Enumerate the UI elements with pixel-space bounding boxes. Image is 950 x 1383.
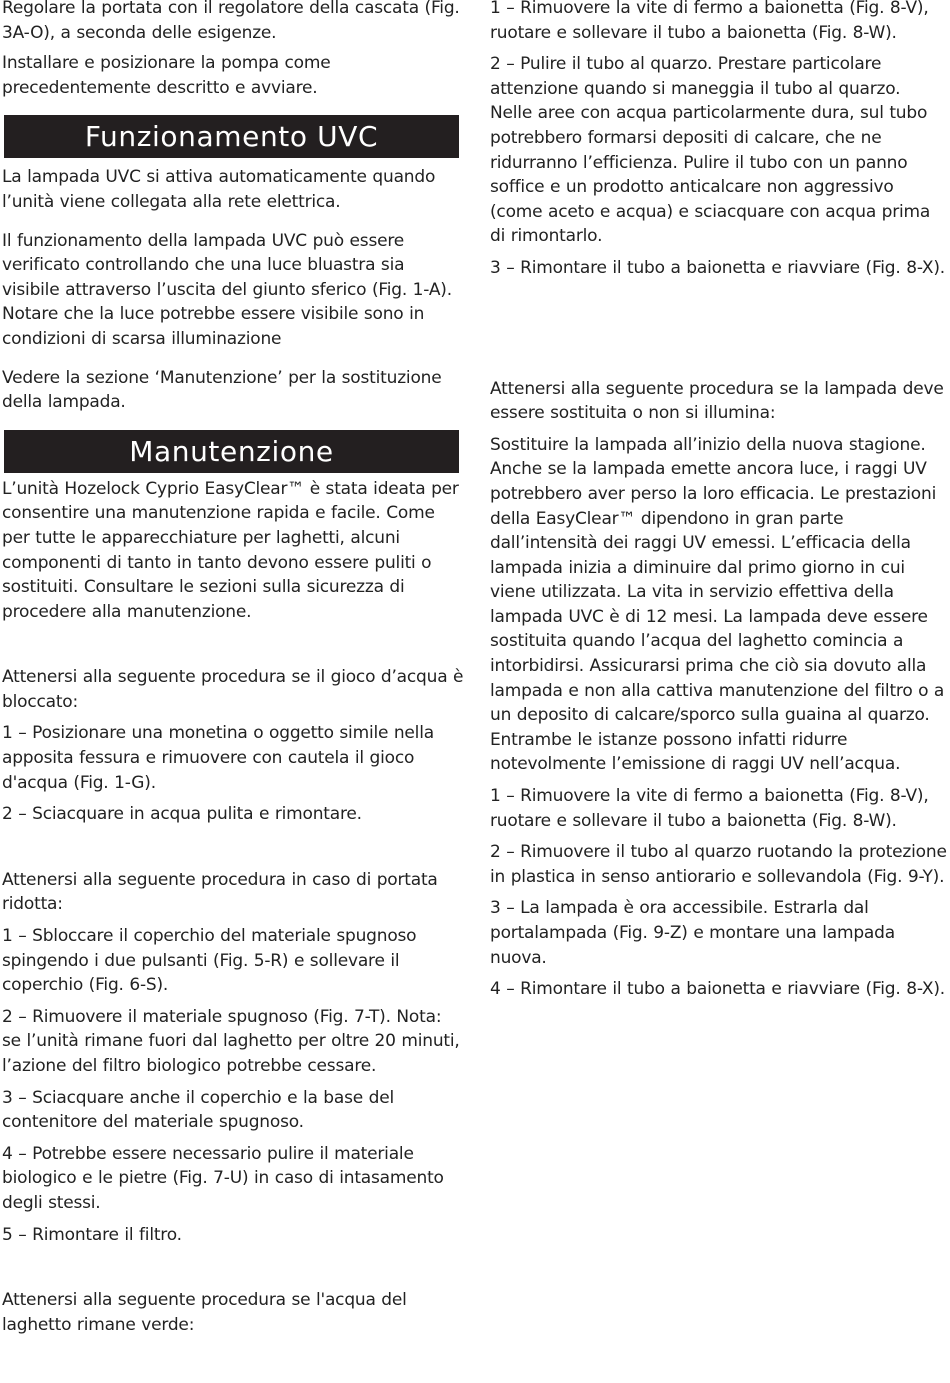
green-water-step-2: 2 – Pulire il tubo al quarzo. Prestare particolare attenzione quando si maneggia il tubo al quarzo. Nelle aree con acqua particolarmente dura, sul tubo potrebbero formarsi depositi di calcare, che ne ridurranno l’efficienza. Pulire il tubo con un panno soffice e un prodotto anticalcare non aggressivo (come aceto e acqua) e sciacquare con acqua prima di rimontarlo. — [490, 54, 931, 247]
green-water-intro: Attenersi alla seguente procedura se l'acqua del laghetto rimane verde: — [2, 1290, 407, 1335]
lamp-step-2: 2 – Rimuovere il tubo al quarzo ruotando la protezione in plastica in senso antiorario e sollevandola (Fig. 9-Y). — [490, 842, 947, 887]
fountain-step-1: 1 – Posizionare una monetina o oggetto simile nella apposita fessura e rimuovere con cautela il gioco d'acqua (Fig. 1-G). — [2, 723, 434, 793]
intro-paragraph-cascade: Regolare la portata con il regolatore della cascata (Fig. 3A-O), a seconda delle esigenze. — [2, 0, 460, 43]
lamp-replacement-paragraph: Sostituire la lampada all’inizio della nuova stagione. Anche se la lampada emette ancora luce, i raggi UV potrebbero aver perso la loro efficacia. Le prestazioni della EasyClear™ dipendono in gran parte dall’intensità dei raggi UV emessi. L’efficacia della lampada inizia a diminuire dal primo giorno in cui viene utilizzata. La vita in servizio effettiva della lampada UVC è di 12 mesi. La lampada deve essere sostituita quando l’acqua del laghetto comincia a intorbidirsi. Assicurarsi prima che ciò sia dovuto alla lampada e non alla cattiva manutenzione del filtro o a un deposito di calcare/sporco sulla guaina al quarzo. Entrambe le istanze possono infatti ridurre notevolmente l’emissione di raggi UV nell’acqua. — [490, 434, 945, 775]
lamp-step-4: 4 – Rimontare il tubo a baionetta e riavviare (Fig. 8-X). — [490, 979, 945, 1000]
left-column — [2, 0, 464, 1337]
fountain-blocked-intro: Attenersi alla seguente procedura se il gioco d’acqua è bloccato: — [2, 667, 464, 712]
uvc-paragraph-check: Il funzionamento della lampada UVC può essere verificato controllando che una luce bluastra sia visibile attraverso l’uscita del giunto sferico (Fig. 1-A). Notare che la luce potrebbe essere visibile sono in condizioni di scarsa illuminazione — [2, 230, 452, 349]
reduced-flow-step-3: 3 – Sciacquare anche il coperchio e la base del contenitore del materiale spugnoso. — [2, 1087, 395, 1133]
reduced-flow-step-5: 5 – Rimontare il filtro. — [2, 1224, 182, 1245]
fountain-step-2: 2 – Sciacquare in acqua pulita e rimontare. — [2, 804, 362, 825]
uvc-paragraph-see-maintenance: Vedere la sezione ‘Manutenzione’ per la sostituzione della lampada. — [2, 367, 442, 413]
reduced-flow-step-1: 1 – Sbloccare il coperchio del materiale spugnoso spingendo i due pulsanti (Fig. 5-R) e sollevare il coperchio (Fig. 6-S). — [2, 926, 417, 996]
lamp-step-3: 3 – La lampada è ora accessibile. Estrarla dal portalampada (Fig. 9-Z) e montare una lampada nuova. — [490, 898, 895, 968]
reduced-flow-step-4: 4 – Potrebbe essere necessario pulire il materiale biologico e le pietre (Fig. 7-U) in caso di intasamento degli stessi. — [2, 1143, 444, 1213]
reduced-flow-step-2: 2 – Rimuovere il materiale spugnoso (Fig. 7-T). Nota: se l’unità rimane fuori dal laghetto per oltre 20 minuti, l’azione del filtro biologico potrebbe cessare. — [2, 1006, 460, 1076]
intro-paragraph-pump: Installare e posizionare la pompa come precedentemente descritto e avviare. — [2, 53, 331, 98]
reduced-flow-intro: Attenersi alla seguente procedura in caso di portata ridotta: — [2, 869, 438, 915]
maintenance-intro-paragraph: L’unità Hozelock Cyprio EasyClear™ è stata ideata per consentire una manutenzione rapida e facile. Come per tutte le apparecchiature per laghetti, alcuni componenti di tanto in tanto devono essere puliti o sostituiti. Consultare le sezioni sulla sicurezza di procedere alla manutenzione. — [2, 478, 459, 622]
lamp-replacement-intro: Attenersi alla seguente procedura se la lampada deve essere sostituita o non si illumina: — [490, 378, 944, 424]
section-heading-uvc: Funzionamento UVC — [4, 115, 459, 158]
right-column — [490, 0, 948, 1002]
lamp-step-1: 1 – Rimuovere la vite di fermo a baionetta (Fig. 8-V), ruotare e sollevare il tubo a baionetta (Fig. 8-W). — [490, 786, 929, 831]
green-water-step-1: 1 – Rimuovere la vite di fermo a baionetta (Fig. 8-V), ruotare e sollevare il tubo a baionetta (Fig. 8-W). — [490, 0, 929, 43]
section-heading-maintenance: Manutenzione — [4, 430, 459, 473]
green-water-step-3: 3 – Rimontare il tubo a baionetta e riavviare (Fig. 8-X). — [490, 257, 945, 278]
uvc-paragraph-activation: La lampada UVC si attiva automaticamente quando l’unità viene collegata alla rete elettrica. — [2, 167, 436, 212]
